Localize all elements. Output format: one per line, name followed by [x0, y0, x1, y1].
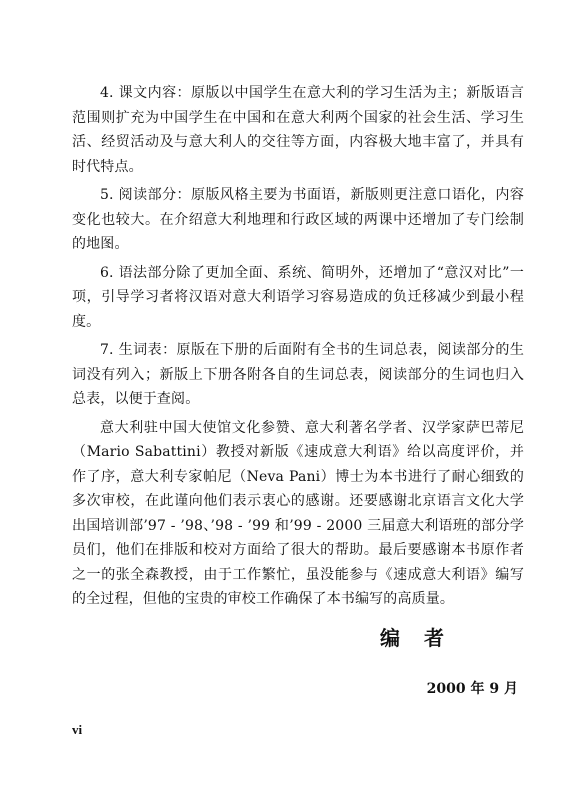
body-text [72, 81, 524, 616]
signature-editors: 编者 [380, 626, 468, 650]
paragraph-vocabulary-list: 7. 生词表：原版在下册的后面附有全书的生词总表，阅读部分的生词没有列入；新版上下册各附各自的生词总表，阅读部分的生词也归入总表，以便于查阅。 [72, 342, 524, 407]
page-number: vi [72, 722, 83, 737]
paragraph-grammar-section: 6. 语法部分除了更加全面、系统、简明外，还增加了“意汉对比”一项，引导学习者将汉语对意大利语学习容易造成的负迁移减少到最小程度。 [72, 264, 524, 330]
signature-date: 2000 年 9 月 [426, 681, 518, 697]
paragraph-acknowledgements: 意大利驻中国大使馆文化参赞、意大利著名学者、汉学家萨巴蒂尼（Mario Sabattini）教授对新版《速成意大利语》给以高度评价，并作了序，意大利专家帕尼（Neva Pani）博士为本书进行了耐心细致的多次审校，在此谨向他们表示衷心的感谢。还要感谢北京语言文化大学出国培训部’97 - ’98、’98 - ’99 和’99 - 2000 三届意大利语班的部分学员们，他们在排版和校对方面给了很大的帮助。最后要感谢本书原作者之一的张全森教授，由于工作繁忙，虽没能参与《速成意大利语》编写的全过程，但他的宝贵的审校工作确保了本书编写的高质量。 [72, 419, 524, 607]
paragraph-reading-section: 5. 阅读部分：原版风格主要为书面语，新版则更注意口语化，内容变化也较大。在介绍意大利地理和行政区域的两课中还增加了专门绘制的地图。 [72, 187, 524, 252]
paragraph-course-content: 4. 课文内容：原版以中国学生在意大利的学习生活为主；新版语言范围则扩充为中国学生在中国和在意大利两个国家的社会生活、学习生活、经贸活动及与意大利人的交往等方面，内容极大地丰富了，并具有时代特点。 [72, 85, 524, 175]
